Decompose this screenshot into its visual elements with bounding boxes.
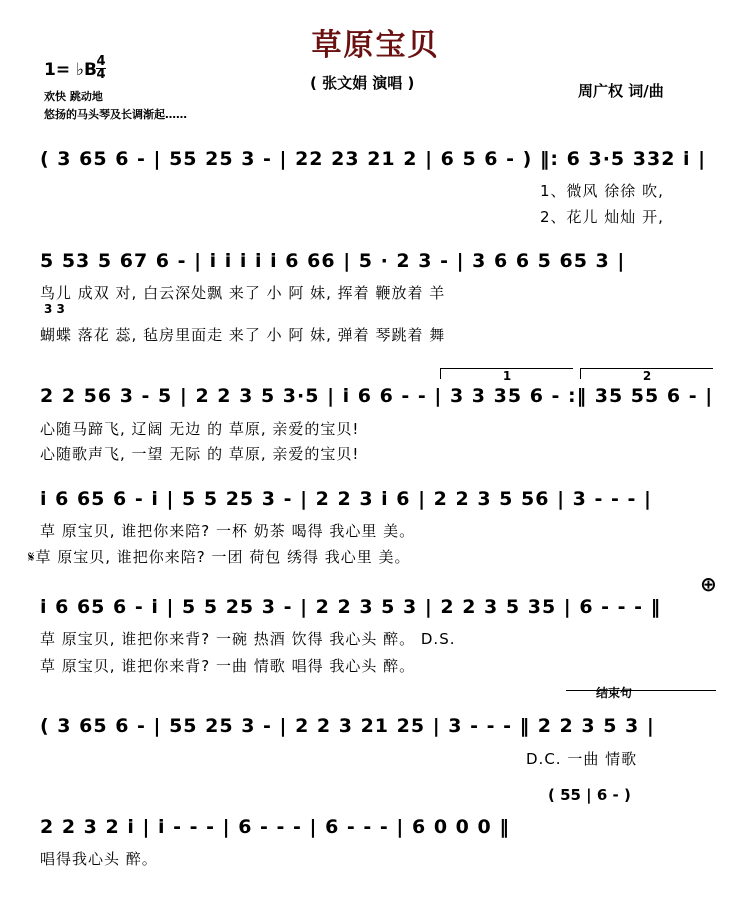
coda-sign: ⊕ (700, 572, 717, 596)
volta-1: 1 (440, 368, 573, 379)
system-3-lyric-1: 心随马蹄飞, 辽阔 无边 的 草原, 亲爱的宝贝! (40, 420, 360, 438)
system-7-notes: 2 2 3 2 i | i - - - | 6 - - - | 6 - - - | 6 0 0 0 ‖ (40, 816, 510, 838)
system-3-notes: 2 2 56 3 - 5 | 2 2 3 5 3·5 | i 6 6 - - | 3 3 35 6 - :‖ 35 55 6 - | (40, 385, 714, 407)
system-5-notes: i 6 65 6 - i | 5 5 25 3 - | 2 2 3 5 3 | 2 2 3 5 35 | 6 - - - ‖ (40, 596, 662, 618)
key-signature: 1= ♭B (44, 60, 97, 80)
system-4-lyric-2: 𝄋草 原宝贝, 谁把你来陪? 一团 荷包 绣得 我心里 美。 (28, 548, 411, 566)
page-title: 草原宝贝 (311, 28, 440, 63)
system-7-ossia: ( 55 | 6 - ) (548, 786, 631, 804)
system-4-notes: i 6 65 6 - i | 5 5 25 3 - | 2 2 3 i 6 | 2 2 3 5 56 | 3 - - - | (40, 488, 652, 510)
composer-credit: 周广权 词/曲 (578, 82, 664, 100)
system-1-lyric-1: 1、微风 徐徐 吹, (540, 182, 664, 200)
intro-note: 悠扬的马头琴及长调渐起…… (44, 108, 187, 121)
system-3-lyric-2: 心随歌声飞, 一望 无际 的 草原, 亲爱的宝贝! (40, 445, 360, 463)
ending-bracket (566, 690, 716, 699)
time-signature (96, 56, 106, 81)
system-1-notes: ( 3 65 6 - | 55 25 3 - | 22 23 21 2 | 6 5 6 - ) ‖: 6 3·5 332 i | (40, 148, 707, 170)
time-sig-bottom: 4 (96, 67, 106, 82)
system-2-lyric-2: 蝴蝶 落花 蕊, 毡房里面走 来了 小 阿 妹, 弹着 琴跳着 舞 (40, 326, 446, 344)
volta-2: 2 (580, 368, 713, 379)
ending-label: 结束句 (596, 686, 633, 700)
system-5-lyric-2: 草 原宝贝, 谁把你来背? 一曲 情歌 唱得 我心头 醉。 (40, 657, 416, 675)
system-2-notes: 5 53 5 67 6 - | i i i i i 6 66 | 5 · 2 3 - | 3 6 6 5 65 3 | (40, 250, 626, 272)
system-2-lyric-1: 鸟儿 成双 对, 白云深处飘 来了 小 阿 妹, 挥着 鞭放着 羊 (40, 284, 446, 302)
system-4-lyric-1: 草 原宝贝, 谁把你来陪? 一杯 奶茶 喝得 我心里 美。 (40, 522, 416, 540)
time-sig-top: 4 (96, 54, 106, 69)
system-7-lyric-1: 唱得我心头 醉。 (40, 850, 158, 868)
system-1-lyric-2: 2、花儿 灿灿 开, (540, 208, 664, 226)
tempo-marking: 欢快 跳动地 (44, 90, 103, 103)
system-2-extra: 3 3 (44, 302, 65, 316)
singer-credit: ( 张文娟 演唱 ) (310, 74, 415, 92)
system-6-notes: ( 3 65 6 - | 55 25 3 - | 2 2 3 21 25 | 3 - - - ‖ 2 2 3 5 3 | (40, 715, 655, 737)
system-6-lyric-1: D.C. 一曲 情歌 (526, 750, 638, 768)
system-5-lyric-1: 草 原宝贝, 谁把你来背? 一碗 热酒 饮得 我心头 醉。 D.S. (40, 630, 456, 648)
